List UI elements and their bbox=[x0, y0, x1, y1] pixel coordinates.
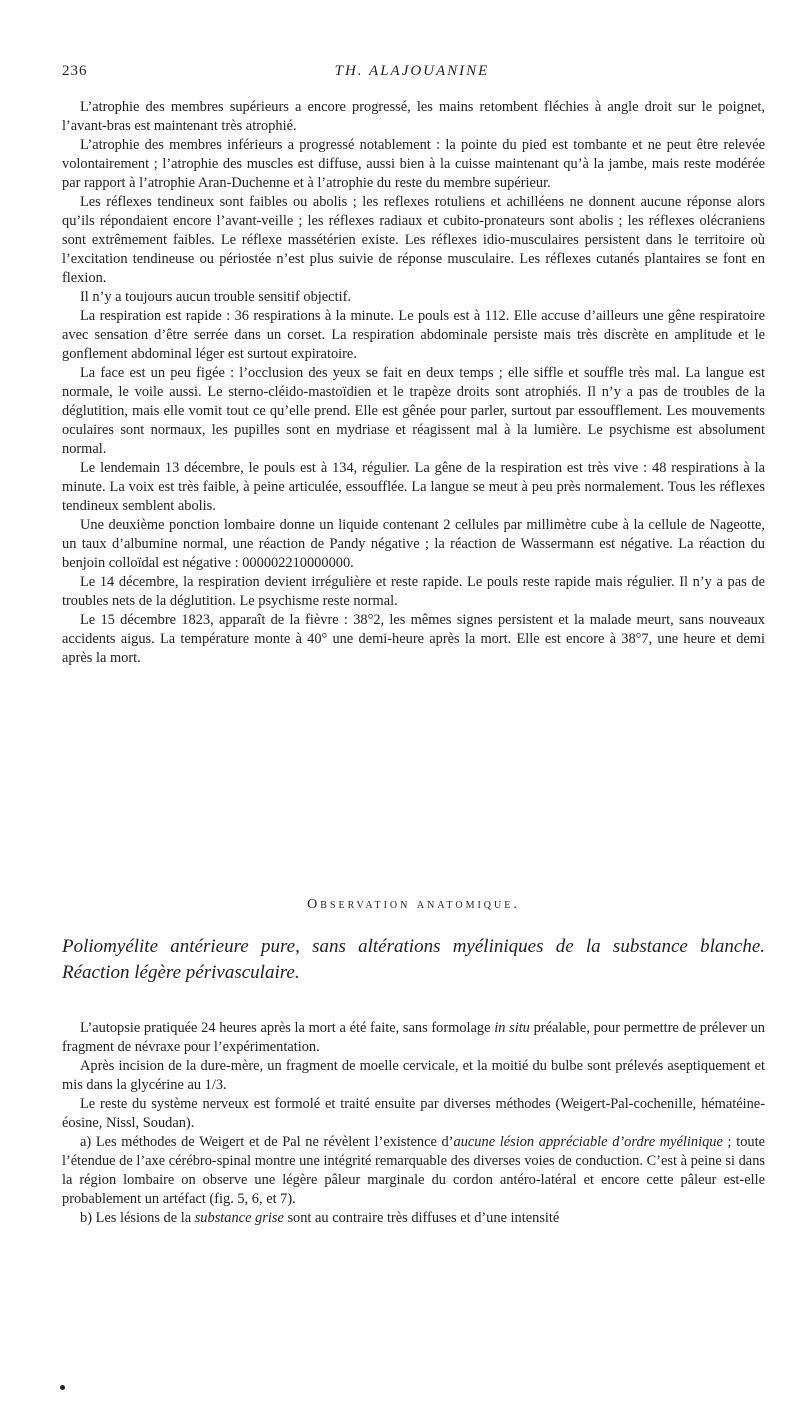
paragraph bbox=[62, 1133, 765, 1209]
section-heading: Observation anatomique. bbox=[307, 897, 520, 912]
paragraph: Le 15 décembre 1823, apparaît de la fièvre : 38°2, les mêmes signes persistent et la malade meurt, sans nouveaux accidents aigus. La température monte à 40° une demi-heure après la mort. Elle est encore à 38°7, une heure et demi après la mort. bbox=[62, 612, 765, 666]
paragraph bbox=[62, 1209, 765, 1228]
paragraph: L’atrophie des membres supérieurs a encore progressé, les mains retombent fléchies à angle droit sur le poignet, l’avant-bras est maintenant très atrophié. bbox=[62, 99, 765, 134]
paragraph: Il n’y a toujours aucun trouble sensitif objectif. bbox=[80, 289, 351, 305]
text-run: Le reste du système nerveux est formolé et traité ensuite par diverses méthodes (Weigert-Pal-cochenille, hématéine-éosine, Nissl, Soudan). bbox=[62, 1096, 765, 1131]
running-title: TH. ALAJOUANINE bbox=[334, 63, 490, 79]
text-run: ; toute l’étendue de l’axe cérébro-spinal montre une intégrité remarquable des diverses voies de conduction. C’est à peine si dans la région lombaire on observe une légère pâleur marginale du cordon antéro-latéral et encore cette pâleur est-elle probablement un artéfact (fig. 5, 6, et 7). bbox=[62, 1134, 765, 1207]
italic-run: substance grise bbox=[194, 1210, 284, 1226]
paragraph: Une deuxième ponction lombaire donne un liquide contenant 2 cellules par millimètre cube à la cellule de Nageotte, un taux d’albumine normal, une réaction de Pandy négative ; la réaction de Wassermann est négative. La réaction du benjoin colloïdal est négative : 000002210000000. bbox=[62, 517, 765, 571]
text-run: a) Les méthodes de Weigert et de Pal ne révèlent l’existence d’ bbox=[80, 1134, 454, 1150]
paragraph: L’atrophie des membres inférieurs a progressé notablement : la pointe du pied est tombante et ne peut être relevée volontairement ; l’atrophie des muscles est diffuse, aussi bien à la cuisse maintenant qu’à la jambe, mais reste modérée par rapport à l’atrophie Aran-Duchenne et à l’atrophie du reste du membre supérieur. bbox=[62, 137, 765, 191]
text-run: sont au contraire très diffuses et d’une intensité bbox=[283, 1210, 560, 1226]
text-run: préalable, pour permettre de prélever un fragment de névraxe pour l’expérimentation. bbox=[62, 1020, 765, 1055]
italic-run: in situ bbox=[494, 1020, 530, 1036]
text-run: Après incision de la dure-mère, un fragment de moelle cervicale, et la moitié du bulbe sont prélevés aseptiquement et mis dans la glycérine au 1/3. bbox=[62, 1058, 765, 1093]
paragraph: Le lendemain 13 décembre, le pouls est à 134, régulier. La gêne de la respiration est très vive : 48 respirations à la minute. La voix est très faible, à peine articulée, essoufflée. La langue se meut à peu près normalement. Tous les réflexes tendineux semblent abolis. bbox=[62, 460, 765, 514]
page-header bbox=[62, 63, 762, 87]
paragraph: Les réflexes tendineux sont faibles ou abolis ; les reflexes rotuliens et achilléens ne donnent aucune réponse alors qu’ils répondaient encore l’avant-veille ; les réflexes radiaux et cubito-pronateurs sont abolis ; les réflexes olécraniens sont extrêmement faibles. Le réflexe massétérien existe. Les réflexes idio-musculaires persistent dans le territoire où l’excitation tendineuse ou périostée n’est plus suivie de réponse musculaire. Les réflexes cutanés plantaires se font en flexion. bbox=[62, 194, 765, 286]
italic-run: aucune lésion appréciable d’ordre myélinique bbox=[453, 1134, 723, 1150]
text-run: b) Les lésions de la bbox=[80, 1210, 195, 1226]
text-run: L’autopsie pratiquée 24 heures après la mort a été faite, sans formolage bbox=[80, 1020, 495, 1036]
page-number: 236 bbox=[62, 63, 88, 79]
paragraph: La respiration est rapide : 36 respirations à la minute. Le pouls est à 112. Elle accuse d’ailleurs une gêne respiratoire avec sensation d’être serrée dans un corset. La respiration abdominale persiste mais très discrète en amplitude et le gonflement abdominal léger est surtout expiratoire. bbox=[62, 308, 765, 362]
margin-dot bbox=[60, 1385, 65, 1390]
body-text bbox=[62, 98, 765, 668]
paragraph bbox=[62, 1057, 765, 1095]
paragraph bbox=[62, 1019, 765, 1057]
paragraph: Le 14 décembre, la respiration devient irrégulière et reste rapide. Le pouls reste rapide mais régulier. Il n’y a pas de troubles nets de la déglutition. Le psychisme reste normal. bbox=[62, 574, 765, 609]
section-subtitle: Poliomyélite antérieure pure, sans altérations myéliniques de la substance blanche. Réaction légère périvasculaire. bbox=[62, 936, 765, 983]
body-text-anatomy bbox=[62, 1019, 765, 1228]
paragraph: La face est un peu figée : l’occlusion des yeux se fait en deux temps ; elle siffle et souffle très mal. La langue est normale, le voile aussi. Le sterno-cléido-mastoïdien et le trapèze droits sont atrophiés. Il n’y a pas de troubles de la déglutition, mais elle vomit tout ce qu’elle prend. Elle est gênée pour parler, surtout par essoufflement. Les mouvements oculaires sont normaux, les pupilles sont en mydriase et réagissent mal à la lumière. Le psychisme est absolument normal. bbox=[62, 365, 765, 457]
paragraph bbox=[62, 1095, 765, 1133]
